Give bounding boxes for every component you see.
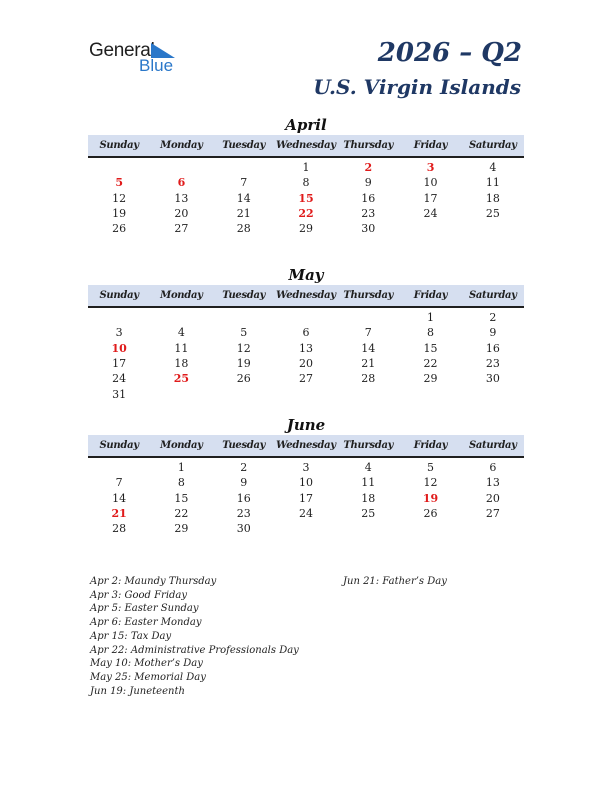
day-cell: 7: [115, 476, 123, 490]
weekday-label: Saturday: [468, 140, 517, 151]
day-cell: 10: [298, 476, 313, 490]
day-cell: 25: [173, 372, 190, 386]
day-cell: 21: [361, 357, 376, 371]
day-cell: 17: [298, 491, 313, 505]
weekday-header-row: [88, 435, 524, 458]
logo: [89, 40, 189, 76]
week-row: [88, 221, 524, 236]
week-row: [88, 175, 524, 190]
weekday-label: Saturday: [468, 440, 517, 451]
weekday-label: Wednesday: [276, 140, 336, 151]
day-cell: 1: [302, 161, 310, 175]
weekday-header-row: [88, 135, 524, 158]
day-cell: 26: [423, 507, 438, 521]
day-cell: 7: [240, 176, 248, 190]
week-row: [88, 521, 524, 536]
day-cell: 13: [298, 341, 313, 355]
month-name: April: [285, 116, 327, 134]
day-cell: 17: [112, 357, 127, 371]
day-cell: 11: [361, 476, 376, 490]
holiday-entry: May 25: Memorial Day: [90, 671, 206, 683]
day-cell: 26: [112, 222, 127, 236]
day-cell: 8: [177, 476, 185, 490]
day-cell: 5: [427, 461, 435, 475]
day-cell: 19: [236, 357, 251, 371]
logo-general-text: General: [89, 40, 155, 61]
day-cell: 26: [236, 372, 251, 386]
day-cell: 4: [177, 326, 185, 340]
week-row: [88, 475, 524, 490]
day-cell: 28: [361, 372, 376, 386]
week-row: [88, 160, 524, 175]
week-row: [88, 491, 524, 506]
weekday-label: Sunday: [99, 140, 139, 151]
day-cell: 23: [485, 357, 500, 371]
day-cell: 22: [423, 357, 438, 371]
holiday-entry: May 10: Mother’s Day: [90, 658, 203, 670]
day-cell: 29: [298, 222, 313, 236]
day-cell: 8: [427, 326, 435, 340]
day-cell: 7: [364, 326, 372, 340]
day-cell: 18: [485, 191, 500, 205]
day-cell: 28: [112, 522, 127, 536]
weekday-label: Saturday: [468, 290, 517, 301]
weekday-label: Sunday: [99, 440, 139, 451]
day-cell: 6: [177, 176, 186, 190]
day-cell: 14: [236, 191, 251, 205]
day-cell: 25: [361, 507, 376, 521]
day-cell: 3: [426, 161, 435, 175]
month-name: May: [288, 266, 324, 284]
day-cell: 16: [236, 491, 251, 505]
weekday-label: Friday: [413, 290, 448, 301]
day-cell: 29: [174, 522, 189, 536]
month-may: [88, 265, 524, 402]
week-row: [88, 206, 524, 221]
holiday-entry: Apr 6: Easter Monday: [90, 617, 202, 629]
day-cell: 11: [485, 176, 500, 190]
day-cell: 9: [240, 476, 248, 490]
day-cell: 24: [423, 207, 438, 221]
weekday-label: Monday: [160, 290, 203, 301]
week-row: [88, 191, 524, 206]
holiday-list-right: [343, 575, 447, 589]
day-cell: 15: [298, 191, 314, 205]
weekday-label: Thursday: [343, 140, 394, 151]
day-cell: 19: [112, 207, 127, 221]
day-cell: 30: [485, 372, 500, 386]
day-cell: 16: [485, 341, 500, 355]
day-cell: 2: [240, 461, 248, 475]
weekday-label: Monday: [160, 140, 203, 151]
day-cell: 12: [423, 476, 438, 490]
holiday-entry: Apr 5: Easter Sunday: [90, 603, 199, 615]
day-cell: 5: [115, 176, 123, 190]
day-cell: 23: [361, 207, 376, 221]
day-cell: 12: [112, 191, 127, 205]
day-cell: 14: [361, 341, 376, 355]
day-cell: 10: [423, 176, 438, 190]
month-june: [88, 415, 524, 536]
day-cell: 14: [112, 491, 127, 505]
day-cell: 16: [361, 191, 376, 205]
day-cell: 27: [174, 222, 189, 236]
week-row: [88, 310, 524, 325]
day-cell: 30: [361, 222, 376, 236]
day-cell: 23: [236, 507, 251, 521]
day-cell: 17: [423, 191, 438, 205]
week-row: [88, 386, 524, 401]
day-cell: 6: [302, 326, 310, 340]
weekday-label: Wednesday: [276, 290, 336, 301]
weekday-label: Friday: [413, 140, 448, 151]
day-cell: 4: [489, 161, 497, 175]
week-row: [88, 356, 524, 371]
week-row: [88, 341, 524, 356]
day-cell: 25: [485, 207, 500, 221]
weekday-label: Friday: [413, 440, 448, 451]
month-april: [88, 115, 524, 236]
weekday-label: Thursday: [343, 440, 394, 451]
day-cell: 20: [485, 491, 500, 505]
day-cell: 20: [174, 207, 189, 221]
weekday-label: Sunday: [99, 290, 139, 301]
holiday-entry: Apr 22: Administrative Professionals Day: [90, 644, 299, 656]
day-cell: 9: [364, 176, 372, 190]
holiday-entry: Jun 19: Juneteenth: [90, 685, 185, 697]
holiday-entry: Apr 2: Maundy Thursday: [90, 576, 217, 587]
weekday-label: Monday: [160, 440, 203, 451]
day-cell: 28: [236, 222, 251, 236]
day-cell: 10: [111, 341, 127, 355]
day-cell: 9: [489, 326, 497, 340]
weekday-label: Tuesday: [222, 140, 266, 151]
day-cell: 13: [174, 191, 189, 205]
day-cell: 18: [174, 357, 189, 371]
day-cell: 1: [177, 461, 185, 475]
page-subtitle: U.S. Virgin Islands: [313, 75, 521, 99]
day-cell: 31: [112, 387, 127, 401]
day-cell: 3: [302, 461, 310, 475]
day-cell: 21: [236, 207, 251, 221]
day-cell: 2: [489, 311, 497, 325]
week-row: [88, 460, 524, 475]
day-cell: 18: [361, 491, 376, 505]
page-title: 2026 – Q2: [377, 38, 522, 68]
day-cell: 13: [485, 476, 500, 490]
day-cell: 3: [115, 326, 123, 340]
day-cell: 20: [298, 357, 313, 371]
day-cell: 8: [302, 176, 310, 190]
day-cell: 27: [298, 372, 313, 386]
day-cell: 1: [427, 311, 435, 325]
week-row: [88, 371, 524, 386]
weekday-header-row: [88, 285, 524, 308]
logo-blue-text: Blue: [139, 56, 174, 75]
day-cell: 21: [111, 507, 127, 521]
month-name: June: [286, 416, 326, 434]
day-cell: 2: [364, 161, 373, 175]
day-cell: 5: [240, 326, 248, 340]
day-cell: 19: [422, 491, 439, 505]
week-row: [88, 325, 524, 340]
day-cell: 15: [174, 491, 189, 505]
day-cell: 11: [174, 341, 189, 355]
day-cell: 24: [298, 507, 313, 521]
day-cell: 29: [423, 372, 438, 386]
day-cell: 24: [112, 372, 127, 386]
holiday-list-left: [90, 575, 299, 698]
day-cell: 15: [423, 341, 438, 355]
weekday-label: Tuesday: [222, 290, 266, 301]
day-cell: 22: [298, 207, 314, 221]
weekday-label: Wednesday: [276, 440, 336, 451]
day-cell: 22: [174, 507, 189, 521]
day-cell: 30: [236, 522, 251, 536]
day-cell: 6: [489, 461, 497, 475]
holiday-entry: Apr 15: Tax Day: [90, 630, 172, 642]
holiday-entry: Jun 21: Father’s Day: [343, 576, 447, 587]
day-cell: 27: [485, 507, 500, 521]
day-cell: 4: [364, 461, 372, 475]
day-cell: 12: [236, 341, 251, 355]
week-row: [88, 506, 524, 521]
weekday-label: Thursday: [343, 290, 394, 301]
holiday-entry: Apr 3: Good Friday: [90, 589, 188, 601]
weekday-label: Tuesday: [222, 440, 266, 451]
